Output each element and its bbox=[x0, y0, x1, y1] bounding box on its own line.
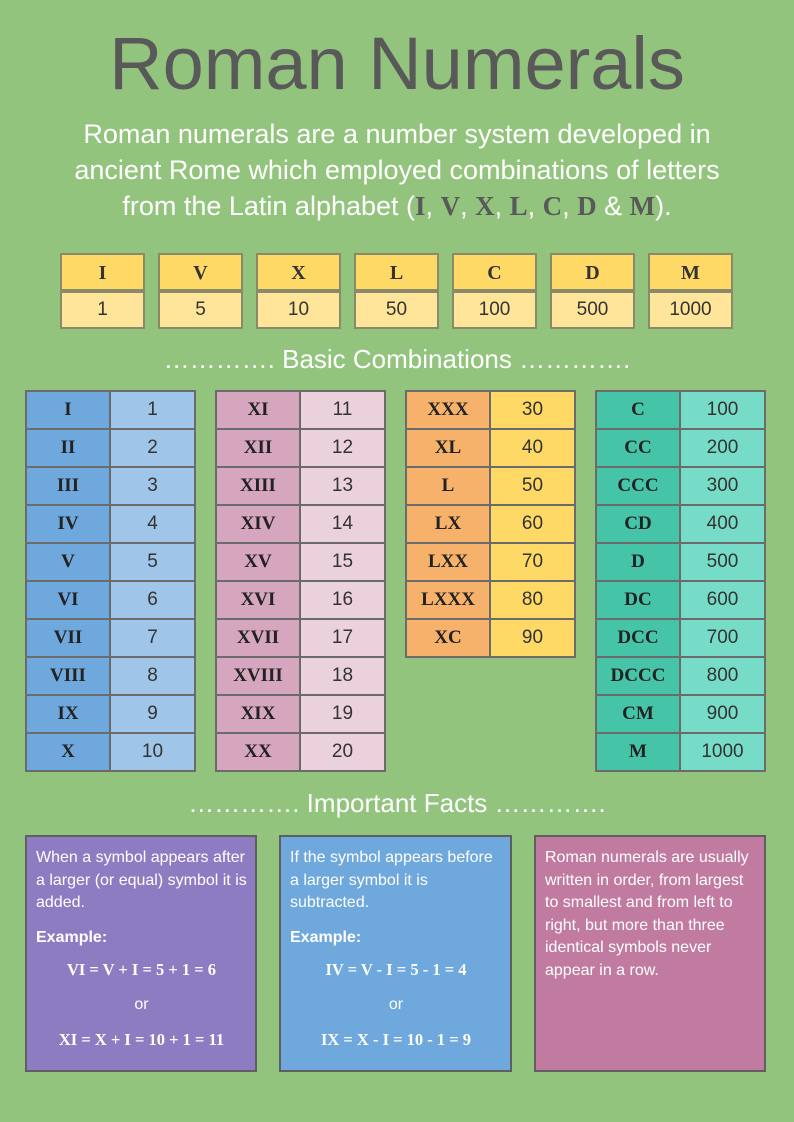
intro-line-1: Roman numerals are a number system developed in bbox=[83, 119, 711, 149]
basic-combinations-heading: …………. Basic Combinations …………. bbox=[163, 344, 631, 374]
roman-numeral-cell: VI bbox=[27, 582, 111, 618]
table-row bbox=[407, 468, 574, 506]
symbol-value: 500 bbox=[550, 291, 635, 329]
combination-table-tens bbox=[405, 390, 576, 658]
table-row bbox=[597, 430, 764, 468]
combination-table-11-20 bbox=[215, 390, 386, 772]
symbol-numeral: L bbox=[354, 253, 439, 291]
or-label: or bbox=[388, 995, 404, 1013]
table-row bbox=[597, 658, 764, 696]
table-row bbox=[407, 392, 574, 430]
intro-symbol: X bbox=[475, 191, 495, 221]
number-value-cell: 9 bbox=[111, 696, 194, 732]
table-row bbox=[597, 734, 764, 770]
table-row bbox=[27, 506, 194, 544]
table-row bbox=[27, 430, 194, 468]
example-equation: IV = V - I = 5 - 1 = 4 bbox=[325, 959, 467, 979]
fact-text: If the symbol appears before a larger symbol it is subtracted. bbox=[290, 849, 493, 911]
number-value-cell: 900 bbox=[681, 696, 764, 732]
roman-numeral-cell: XC bbox=[407, 620, 491, 656]
table-row bbox=[27, 468, 194, 506]
number-value-cell: 12 bbox=[301, 430, 384, 466]
symbol-value: 1 bbox=[60, 291, 145, 329]
intro-symbol: D bbox=[577, 191, 597, 221]
intro-symbol: M bbox=[629, 191, 656, 221]
table-row bbox=[217, 430, 384, 468]
fact-box-order bbox=[534, 835, 766, 1072]
symbol-value: 100 bbox=[452, 291, 537, 329]
table-row bbox=[27, 544, 194, 582]
example-label: Example: bbox=[290, 928, 362, 946]
table-row bbox=[407, 430, 574, 468]
example-equation: IX = X - I = 10 - 1 = 9 bbox=[320, 1029, 472, 1049]
number-value-cell: 1000 bbox=[681, 734, 764, 770]
intro-symbol: V bbox=[440, 191, 461, 221]
roman-numeral-cell: LXX bbox=[407, 544, 491, 580]
roman-numeral-cell: XVI bbox=[217, 582, 301, 618]
or-label: or bbox=[134, 995, 149, 1013]
roman-numeral-cell: XIV bbox=[217, 506, 301, 542]
intro-line-3: from the Latin alphabet (I, V, X, L, C, D & M). bbox=[122, 191, 672, 221]
number-value-cell: 200 bbox=[681, 430, 764, 466]
roman-numeral-cell: DC bbox=[597, 582, 681, 618]
example-label: Example: bbox=[36, 928, 108, 946]
table-row bbox=[407, 582, 574, 620]
intro-paragraph bbox=[30, 116, 764, 224]
roman-numeral-cell: XIII bbox=[217, 468, 301, 504]
intro-symbol: I bbox=[415, 191, 426, 221]
table-row bbox=[27, 392, 194, 430]
roman-numeral-cell: M bbox=[597, 734, 681, 770]
number-value-cell: 5 bbox=[111, 544, 194, 580]
table-row bbox=[27, 734, 194, 770]
number-value-cell: 16 bbox=[301, 582, 384, 618]
number-value-cell: 400 bbox=[681, 506, 764, 542]
intro-symbol: C bbox=[542, 191, 563, 221]
table-row bbox=[597, 696, 764, 734]
number-value-cell: 40 bbox=[491, 430, 574, 466]
table-row bbox=[27, 658, 194, 696]
roman-numeral-cell: CM bbox=[597, 696, 681, 732]
table-row bbox=[217, 620, 384, 658]
combination-table-1-20 bbox=[25, 390, 196, 772]
table-row bbox=[217, 506, 384, 544]
roman-numeral-cell: VIII bbox=[27, 658, 111, 694]
table-row bbox=[597, 392, 764, 430]
number-value-cell: 800 bbox=[681, 658, 764, 694]
table-row bbox=[597, 582, 764, 620]
number-value-cell: 15 bbox=[301, 544, 384, 580]
table-row bbox=[217, 582, 384, 620]
roman-numeral-cell: CCC bbox=[597, 468, 681, 504]
roman-numeral-cell: X bbox=[27, 734, 111, 770]
roman-numeral-cell: DCCC bbox=[597, 658, 681, 694]
example-equation: VI = V + I = 5 + 1 = 6 bbox=[66, 959, 217, 979]
roman-numeral-cell: XL bbox=[407, 430, 491, 466]
roman-numeral-cell: XVII bbox=[217, 620, 301, 656]
roman-numeral-cell: IX bbox=[27, 696, 111, 732]
roman-numeral-cell: CC bbox=[597, 430, 681, 466]
roman-numeral-cell: LX bbox=[407, 506, 491, 542]
table-row bbox=[217, 734, 384, 770]
table-row bbox=[407, 620, 574, 656]
roman-numeral-cell: II bbox=[27, 430, 111, 466]
symbol-value: 5 bbox=[158, 291, 243, 329]
symbol-numeral: M bbox=[648, 253, 733, 291]
important-facts-heading: …………. Important Facts …………. bbox=[188, 788, 606, 818]
number-value-cell: 20 bbox=[301, 734, 384, 770]
roman-numeral-cell: XIX bbox=[217, 696, 301, 732]
fact-box-addition bbox=[25, 835, 257, 1072]
table-row bbox=[217, 468, 384, 506]
symbol-value: 50 bbox=[354, 291, 439, 329]
combination-table-hundreds bbox=[595, 390, 766, 772]
symbol-value: 1000 bbox=[648, 291, 733, 329]
roman-numeral-cell: C bbox=[597, 392, 681, 428]
number-value-cell: 60 bbox=[491, 506, 574, 542]
table-row bbox=[597, 506, 764, 544]
roman-numeral-cell: XII bbox=[217, 430, 301, 466]
example-equation: XI = X + I = 10 + 1 = 11 bbox=[58, 1029, 225, 1049]
intro-symbol: L bbox=[509, 191, 528, 221]
roman-numeral-cell: D bbox=[597, 544, 681, 580]
roman-numeral-cell: XI bbox=[217, 392, 301, 428]
table-row bbox=[27, 582, 194, 620]
number-value-cell: 19 bbox=[301, 696, 384, 732]
number-value-cell: 11 bbox=[301, 392, 384, 428]
number-value-cell: 4 bbox=[111, 506, 194, 542]
table-row bbox=[217, 658, 384, 696]
roman-numeral-cell: I bbox=[27, 392, 111, 428]
number-value-cell: 10 bbox=[111, 734, 194, 770]
intro-line-2: ancient Rome which employed combinations of letters bbox=[74, 155, 720, 185]
roman-numeral-cell: CD bbox=[597, 506, 681, 542]
number-value-cell: 1 bbox=[111, 392, 194, 428]
number-value-cell: 500 bbox=[681, 544, 764, 580]
number-value-cell: 70 bbox=[491, 544, 574, 580]
roman-numeral-cell: L bbox=[407, 468, 491, 504]
intro-line-3-prefix: from the Latin alphabet ( bbox=[122, 191, 416, 221]
symbol-numeral: D bbox=[550, 253, 635, 291]
number-value-cell: 100 bbox=[681, 392, 764, 428]
table-row bbox=[597, 544, 764, 582]
fact-box-subtraction bbox=[279, 835, 512, 1072]
table-row bbox=[217, 696, 384, 734]
number-value-cell: 2 bbox=[111, 430, 194, 466]
roman-numeral-cell: XVIII bbox=[217, 658, 301, 694]
number-value-cell: 3 bbox=[111, 468, 194, 504]
symbol-numeral: X bbox=[256, 253, 341, 291]
table-row bbox=[27, 696, 194, 734]
number-value-cell: 600 bbox=[681, 582, 764, 618]
number-value-cell: 14 bbox=[301, 506, 384, 542]
roman-numeral-cell: III bbox=[27, 468, 111, 504]
table-row bbox=[27, 620, 194, 658]
number-value-cell: 700 bbox=[681, 620, 764, 656]
table-row bbox=[407, 544, 574, 582]
number-value-cell: 17 bbox=[301, 620, 384, 656]
number-value-cell: 18 bbox=[301, 658, 384, 694]
number-value-cell: 300 bbox=[681, 468, 764, 504]
roman-numeral-cell: IV bbox=[27, 506, 111, 542]
symbol-numeral: V bbox=[158, 253, 243, 291]
table-row bbox=[597, 620, 764, 658]
symbol-numeral: I bbox=[60, 253, 145, 291]
symbol-value: 10 bbox=[256, 291, 341, 329]
number-value-cell: 6 bbox=[111, 582, 194, 618]
table-row bbox=[217, 544, 384, 582]
fact-text: Roman numerals are usually written in order, from largest to smallest and from left to right, but more than three identical symbols never appear in a row. bbox=[545, 849, 749, 979]
roman-numeral-cell: XXX bbox=[407, 392, 491, 428]
number-value-cell: 80 bbox=[491, 582, 574, 618]
roman-numeral-cell: V bbox=[27, 544, 111, 580]
page-title: Roman Numerals bbox=[109, 22, 685, 105]
roman-numeral-cell: DCC bbox=[597, 620, 681, 656]
table-row bbox=[407, 506, 574, 544]
roman-numeral-cell: VII bbox=[27, 620, 111, 656]
number-value-cell: 90 bbox=[491, 620, 574, 656]
number-value-cell: 50 bbox=[491, 468, 574, 504]
intro-line-3-suffix: ). bbox=[655, 191, 672, 221]
table-row bbox=[597, 468, 764, 506]
symbol-numeral: C bbox=[452, 253, 537, 291]
roman-numeral-cell: LXXX bbox=[407, 582, 491, 618]
roman-numeral-cell: XX bbox=[217, 734, 301, 770]
number-value-cell: 8 bbox=[111, 658, 194, 694]
number-value-cell: 7 bbox=[111, 620, 194, 656]
table-row bbox=[217, 392, 384, 430]
number-value-cell: 13 bbox=[301, 468, 384, 504]
roman-numeral-cell: XV bbox=[217, 544, 301, 580]
number-value-cell: 30 bbox=[491, 392, 574, 428]
fact-text: When a symbol appears after a larger (or equal) symbol it is added. bbox=[36, 849, 247, 911]
